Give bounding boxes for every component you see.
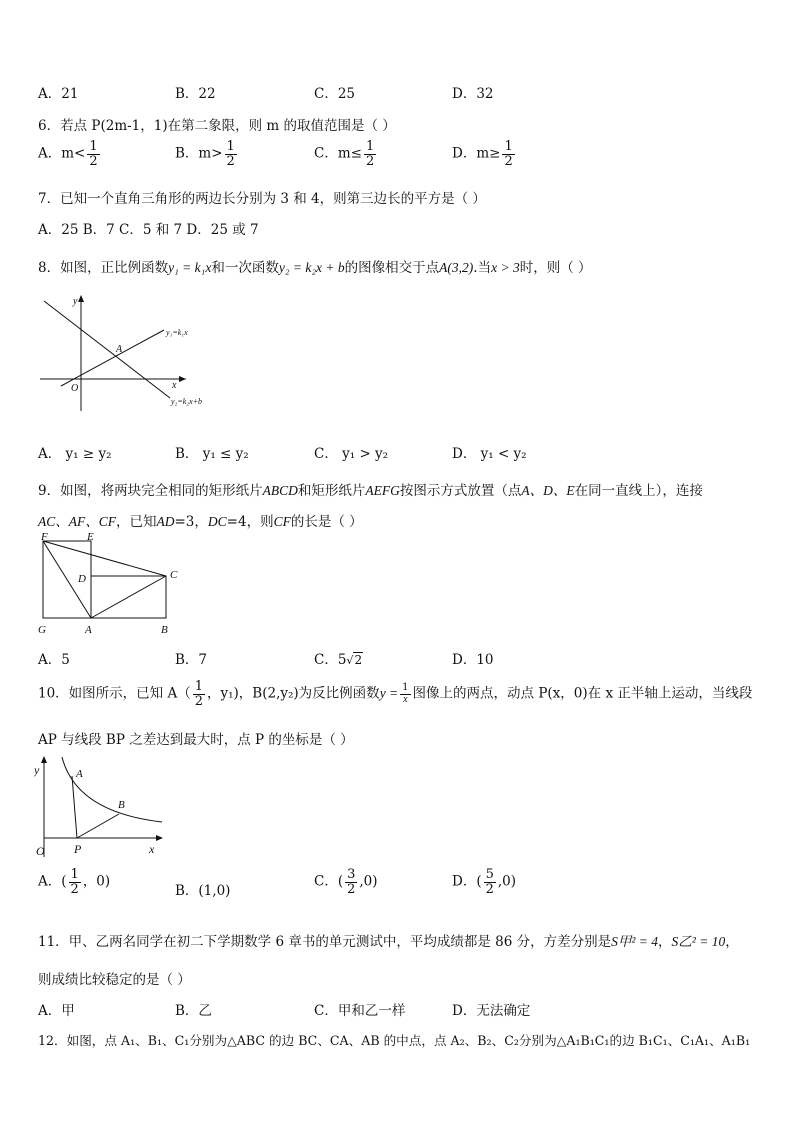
q10-label-y: y [34, 763, 40, 777]
q8-label-line2: y₂=k₂x+b [171, 397, 203, 406]
q9-graph [36, 530, 196, 638]
q5-option-c: C．25 [314, 86, 356, 102]
q8-option-b: B． y₁ ≤ y₂ [175, 446, 249, 462]
q9-segment-ac [91, 576, 166, 618]
q9-label-f: F [41, 531, 48, 543]
q11-stem-line2: 则成绩比较稳定的是（ ） [38, 972, 191, 988]
q6-option-b: B．m> $\frac{1}{2}$ [175, 139, 235, 169]
q8-label-y: y [73, 296, 78, 307]
q5-option-a: A．21 [38, 86, 79, 102]
q9-option-a: A．5 [38, 652, 70, 668]
q6-option-a: A．m< $\frac{1}{2}$ [38, 139, 98, 169]
q5-option-d: D．32 [452, 86, 494, 102]
q9-stem-line2: AC、AF、CF，已知AD=3，DC=4，则CF的长是（ ） [38, 514, 363, 530]
q9-label-d: D [78, 573, 86, 585]
q11-option-b: B．乙 [175, 1003, 212, 1019]
q8-label-a: A [116, 344, 123, 355]
q11-option-a: A．甲 [38, 1003, 75, 1019]
q10-label-p: P [74, 842, 82, 856]
q9-option-c: C．5√2 [314, 652, 363, 668]
q8-label-line1: y₁=k₁x [166, 328, 188, 337]
q6-option-d: D．m≥ $\frac{1}{2}$ [452, 139, 513, 169]
q8-option-a: A． y₁ ≥ y₂ [38, 446, 112, 462]
q9-label-a: A [85, 624, 92, 636]
q7-options: A．25 B．7 C．5 和 7 D．25 或 7 [38, 222, 259, 238]
q7-stem: 7．已知一个直角三角形的两边长分别为 3 和 4，则第三边长的平方是（ ） [38, 191, 486, 207]
q8-label-o: O [71, 383, 79, 394]
q6-stem: 6．若点 P(2m-1，1)在第二象限，则 m 的取值范围是（ ） [38, 118, 396, 134]
q10-stem-line2: AP 与线段 BP 之差达到最大时，点 P 的坐标是（ ） [38, 732, 354, 748]
q12-stem: 12．如图，点 A₁、B₁、C₁分别为△ABC 的边 BC、CA、AB 的中点，点 A₂、B₂、C₂分别为△A₁B₁C₁的边 B₁C₁、C₁A₁、A₁B₁ [38, 1033, 751, 1048]
q8-line-y2 [44, 301, 170, 398]
q8-stem: 8．如图，正比例函数y₁ = k₁x和一次函数y₂ = k₂x + b的图像相交于点A(3,2).当x > 3时，则（ ） [38, 260, 592, 276]
q10-segment-bp [77, 814, 119, 838]
q11-option-c: C．甲和乙一样 [314, 1003, 406, 1019]
q10-label-x: x [149, 842, 155, 856]
q9-label-g: G [38, 624, 46, 636]
q9-option-d: D．10 [452, 652, 494, 668]
q10-label-o: O [36, 844, 45, 858]
q10-hyperbola [62, 757, 162, 822]
q10-label-a: A [76, 768, 83, 780]
q8-graph [36, 290, 236, 415]
q8-option-c: C． y₁ > y₂ [314, 446, 389, 462]
q10-stem-line1: 10．如图所示，已知 A（ $\frac{1}{2}$ ，y₁)，B(2,y₂)为反比例函数y = $\frac{1}{x}$ 图像上的两点，动点 P(x，0)在 x 正半轴上运动，当线段 [38, 679, 753, 709]
q6-option-c: C．m≤ $\frac{1}{2}$ [314, 139, 375, 169]
q8-label-x: x [172, 380, 177, 391]
q9-option-b: B．7 [175, 652, 208, 668]
q10-option-d: D．( $\frac{5}{2}$ ,0) [452, 867, 517, 897]
q10-graph [34, 752, 174, 860]
q10-option-b: B．(1,0) [175, 883, 231, 899]
q5-option-b: B．22 [175, 86, 216, 102]
q9-stem-line1: 9．如图，将两块完全相同的矩形纸片ABCD和矩形纸片AEFG按图示方式放置（点A、D、E在同一直线上），连接 [38, 483, 703, 499]
q9-label-e: E [87, 531, 94, 543]
q10-option-a: A．( $\frac{1}{2}$ ，0) [38, 867, 111, 897]
q9-label-b: B [161, 624, 168, 636]
q11-option-d: D．无法确定 [452, 1003, 531, 1019]
q9-label-c: C [170, 569, 178, 581]
q10-option-c: C．( $\frac{3}{2}$ ,0) [314, 867, 378, 897]
q8-option-d: D． y₁ < y₂ [452, 446, 527, 462]
q11-stem-line1: 11．甲、乙两名同学在初二下学期数学 6 章书的单元测试中，平均成绩都是 86 分，方差分别是S甲² = 4，S乙² = 10， [38, 934, 739, 950]
q10-label-b: B [118, 799, 125, 811]
q8-line-y1 [61, 330, 164, 386]
